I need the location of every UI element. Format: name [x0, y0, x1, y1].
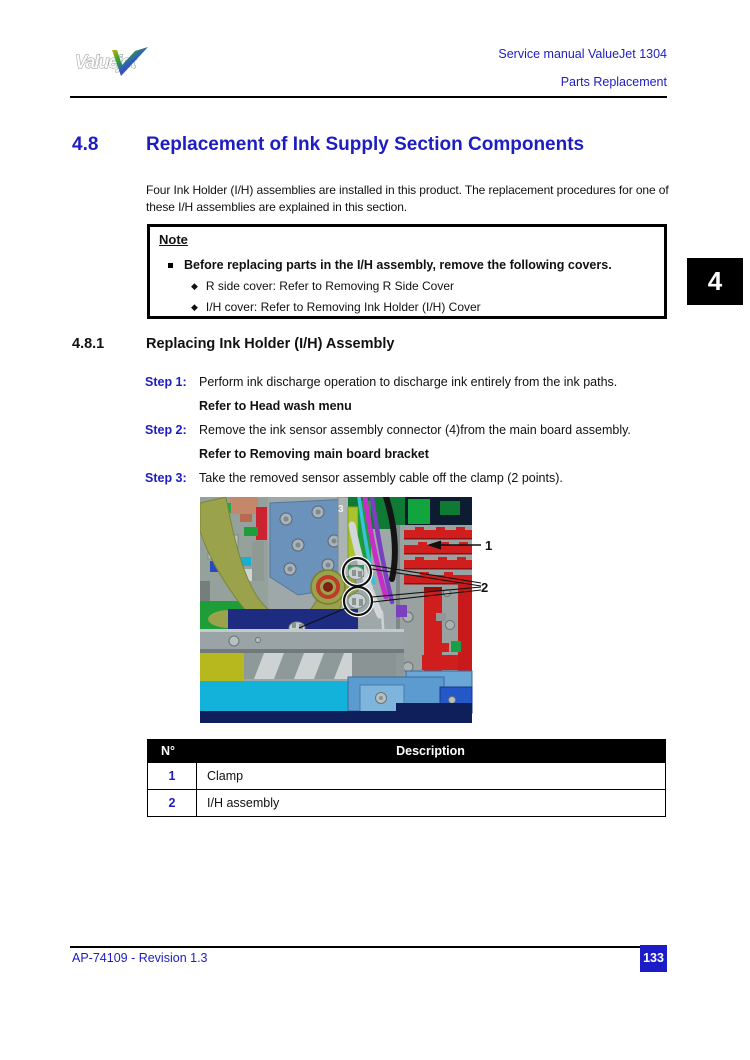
- row-number: 1: [168, 769, 176, 783]
- note-bullet-text: Before replacing parts in the I/H assembly, remove the following covers.: [184, 258, 612, 272]
- diamond-bullet-icon: ◆: [191, 302, 198, 312]
- section-title: Replacement of Ink Supply Section Components: [146, 134, 585, 155]
- figure-ink-supply-illustration: [200, 497, 500, 723]
- step-2-label: Step 2:: [145, 423, 187, 437]
- header-doc-title: Service manual ValueJet 1304: [498, 47, 667, 61]
- step-1: [145, 375, 685, 389]
- header-rule: [70, 96, 667, 98]
- row-description: Clamp: [196, 763, 665, 789]
- row-number: 2: [168, 796, 176, 810]
- step-2-text: Remove the ink sensor assembly connector (4)from the main board assembly.: [199, 423, 631, 437]
- col-header-no: N°: [161, 744, 176, 758]
- subsection-number: 4.8.1: [72, 336, 105, 352]
- chapter-tab: 4: [687, 258, 743, 305]
- parts-table-header: [148, 740, 665, 762]
- note-bullet-line: [168, 258, 664, 272]
- valuejet-logo-graphic: [74, 44, 174, 80]
- footer-page-number: 133: [640, 945, 667, 972]
- note-box: [147, 224, 667, 319]
- subsection-title: Replacing Ink Holder (I/H) Assembly: [146, 336, 395, 352]
- figure-callout-1: 1: [485, 538, 493, 553]
- row-description: I/H assembly: [196, 790, 665, 816]
- step-3-label: Step 3:: [145, 471, 187, 485]
- printer-internals-illustration: [200, 497, 500, 723]
- note-sub-bullet: [191, 300, 664, 314]
- note-label: Note: [159, 232, 188, 247]
- step-1-text: Perform ink discharge operation to discharge ink entirely from the ink paths.: [199, 375, 618, 389]
- logo-text: Valuejet: [75, 52, 136, 72]
- note-sub-text: R side cover: Refer to Removing R Side Cover: [205, 279, 455, 293]
- parts-table: [147, 739, 666, 817]
- table-row: [148, 762, 665, 789]
- step-2: [145, 423, 685, 437]
- step-1-label: Step 1:: [145, 375, 187, 389]
- note-sub-bullet: [191, 279, 664, 293]
- step-3: [145, 471, 685, 485]
- table-row: [148, 789, 665, 816]
- footer-doc-ref: AP-74109 - Revision 1.3: [72, 951, 208, 965]
- valuejet-logo: [74, 44, 174, 80]
- figure-callout-2: 2: [481, 580, 489, 595]
- note-sub-text: I/H cover: Refer to Removing Ink Holder (I/H) Cover: [205, 300, 481, 314]
- step-2-refer: Refer to Removing main board bracket: [199, 447, 429, 461]
- square-bullet-icon: [168, 263, 173, 268]
- col-header-description: Description: [396, 744, 465, 758]
- footer-rule: [70, 946, 640, 948]
- figure-plate-label: 3: [338, 504, 344, 515]
- section-intro: Four Ink Holder (I/H) assemblies are installed in this product. The replacement procedures for one of these I/H assemblies are explained in this section.: [146, 183, 669, 214]
- diamond-bullet-icon: ◆: [191, 281, 198, 291]
- step-1-refer: Refer to Head wash menu: [199, 399, 352, 413]
- header-chapter-title: Parts Replacement: [560, 75, 667, 89]
- step-3-text: Take the removed sensor assembly cable off the clamp (2 points).: [199, 471, 563, 485]
- section-number: 4.8: [72, 134, 99, 155]
